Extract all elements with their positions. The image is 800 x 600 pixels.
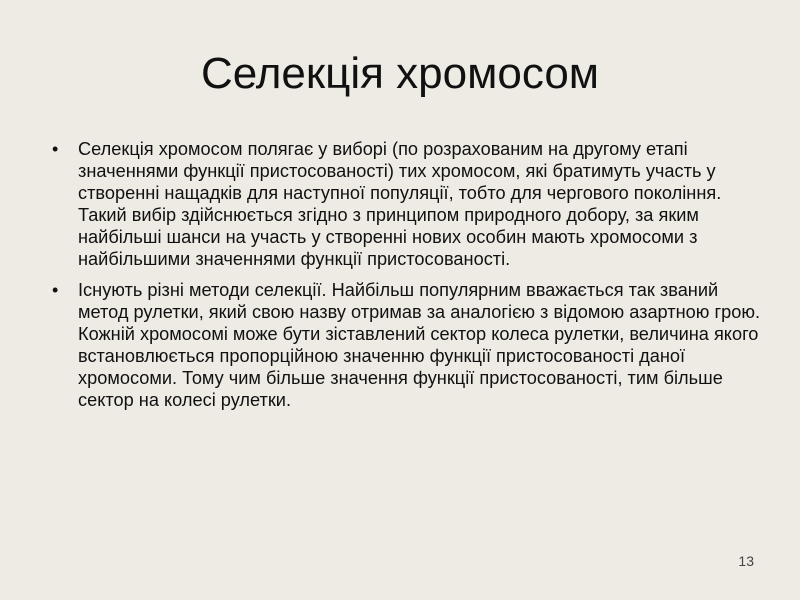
bullet-item-methods: [48, 279, 760, 411]
bullet-text: Селекція хромосом полягає у виборі (по розрахованим на другому етапі значеннями функції пристосованості) тих хромосом, які братимуть участь у створенні нащадків для наступної популяції, тобто для чергового покоління. Такий вибір здійснюється згідно з принципом природного добору, за яким найбільші шанси на участь у створенні нових особин мають хромосоми з найбільшими значеннями функції пристосованості.: [78, 139, 722, 269]
bullet-list: [48, 138, 760, 420]
slide-title: Селекція хромосом: [200, 49, 600, 98]
bullet-item-selection: [48, 138, 760, 270]
bullet-marker: •: [52, 280, 59, 300]
bullet-text: Існують різні методи селекції. Найбільш популярним вважається так званий метод рулетки, який свою назву отримав за аналогією з відомою азартною грою. Кожній хромосомі може бути зіставлений сектор колеса рулетки, величина якого встановлюється пропорційною значенню функції пристосованості даної хромосоми. Тому чим більше значення функції пристосованості, тим більше сектор на колесі рулетки.: [78, 280, 761, 410]
bullet-marker: •: [52, 139, 59, 159]
page-number: 13: [738, 553, 754, 569]
